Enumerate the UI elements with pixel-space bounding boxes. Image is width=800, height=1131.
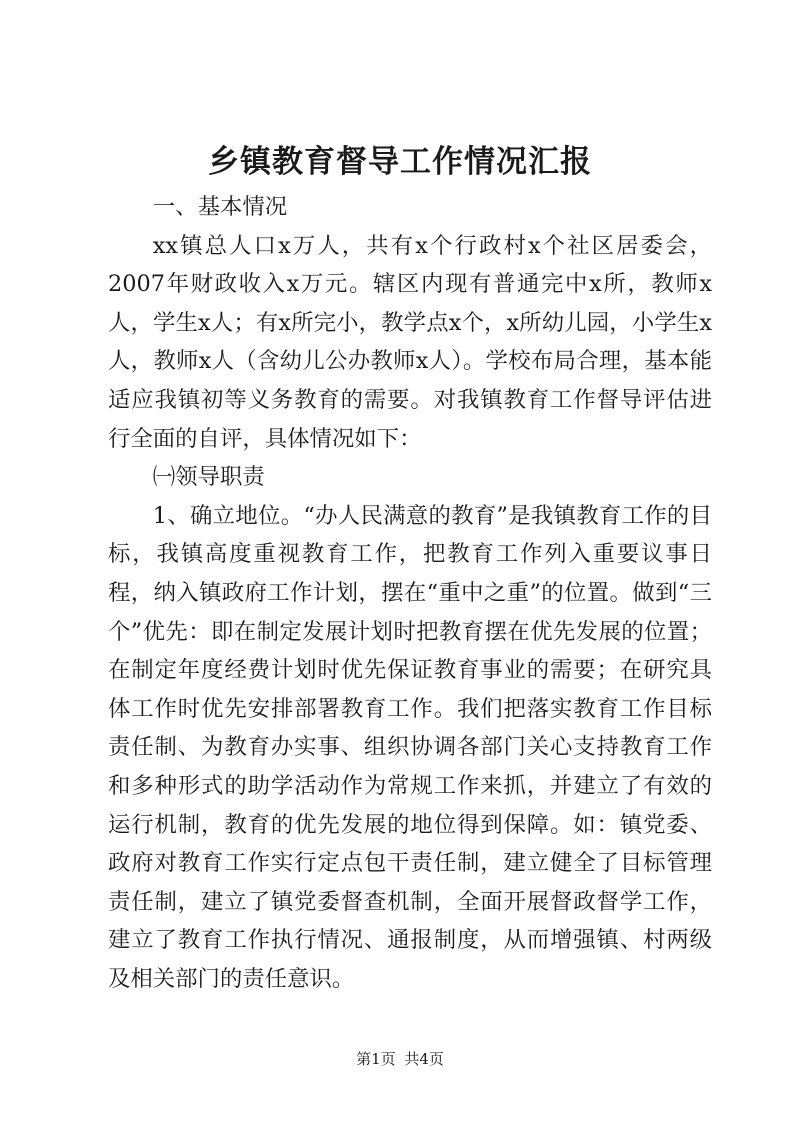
- section-heading-basic-situation: 一、基本情况: [152, 194, 288, 220]
- page-total: 共4页: [404, 1050, 444, 1068]
- page-footer: [0, 1048, 800, 1069]
- page-number: 第1页: [356, 1050, 396, 1068]
- document-title: 乡镇教育督导工作情况汇报: [208, 144, 592, 180]
- document-body: [108, 188, 712, 998]
- paragraph-overview: xx镇总人口x万人，共有x个行政村x个社区居委会，2007年财政收入x万元。辖区内现有普通完中x所，教师x人，学生x人；有x所完小，教学点x个，x所幼儿园，小学生x人，教师x人（含幼儿公办教师x人）。学校布局合理，基本能适应我镇初等义务教育的需要。对我镇教育工作督导评估进行全面的自评，具体情况如下：: [108, 232, 712, 452]
- paragraph-establish-position: 1、确立地位。“办人民满意的教育”是我镇教育工作的目标，我镇高度重视教育工作，把教育工作列入重要议事日程，纳入镇政府工作计划，摆在“重中之重”的位置。做到“三个”优先：即在制定发展计划时把教育摆在优先发展的位置；在制定年度经费计划时优先保证教育事业的需要；在研究具体工作时优先安排部署教育工作。我们把落实教育工作目标责任制、为教育办实事、组织协调各部门关心支持教育工作和多种形式的助学活动作为常规工作来抓，并建立了有效的运行机制，教育的优先发展的地位得到保障。如：镇党委、政府对教育工作实行定点包干责任制，建立健全了目标管理责任制，建立了镇党委督查机制，全面开展督政督学工作，建立了教育工作执行情况、通报制度，从而增强镇、村两级及相关部门的责任意识。: [108, 502, 712, 992]
- subsection-heading-leadership: ㈠领导职责: [152, 464, 265, 491]
